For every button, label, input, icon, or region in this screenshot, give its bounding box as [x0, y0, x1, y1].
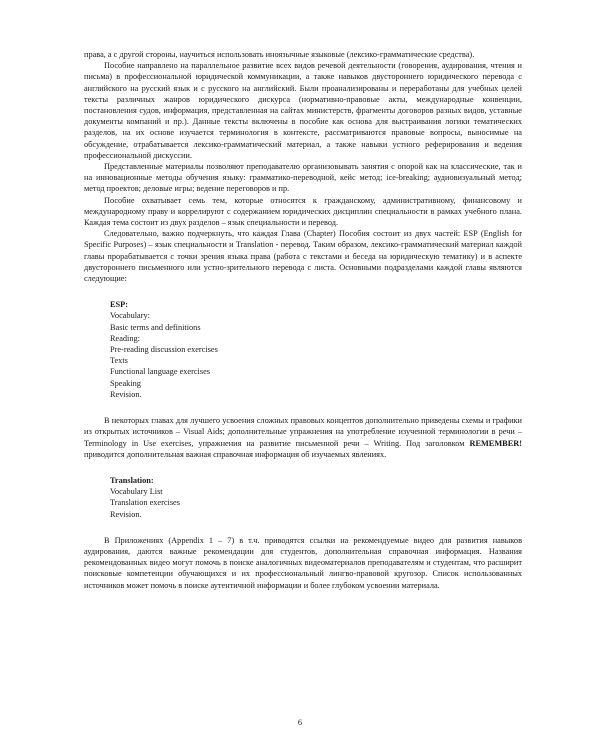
esp-section — [110, 299, 522, 400]
list-item: Revision. — [110, 509, 142, 519]
paragraph-method: Пособие направлено на параллельное развитие всех видов речевой деятельности (говорения, аудирования, чтения и письма) в профессиональной юридической коммуникации, а также навыков двустороннего юридического перевода с английского на русский язык и с русского на английский. Были проанализированы и переработаны для учебных целей тексты различных жанров юридического дискурса (нормативно-правовые акты, международные конвенции, постановления судов, информация, представленная на сайтах министерств, фрагменты договоров разных видов, уставные документы компаний и пр.). Данные тексты включены в пособие как основа для выстраивания логики тематических разделов, на их основе изучается терминология в контексте, рассматриваются правовые вопросы, выносимые на обсуждение, отрабатывается лексико-грамматический материал, а также навыки устного реферирования и ведения профессиональной дискуссии. — [84, 61, 522, 160]
list-item: Functional language exercises — [110, 367, 210, 377]
paragraph-visual-aids — [84, 415, 522, 460]
visual-aids-text-end: приводится дополнительная важная справочная информация об изучаемых явлениях. — [84, 449, 387, 459]
document-page — [84, 49, 522, 591]
list-item: Vocabulary List — [110, 487, 163, 497]
esp-list — [110, 310, 522, 400]
list-item: Translation exercises — [110, 498, 180, 508]
translation-title: Translation: — [110, 475, 154, 485]
page-number: 6 — [297, 718, 303, 727]
translation-section — [110, 475, 522, 520]
visual-aids-text-start: В некоторых главах для лучшего усвоения сложных правовых концептов дополнительно приведены схемы и графики из открытых источников – Visual Aids; дополнительные упражнения на употребление изученной терминологии в речи – Terminology in Use exercises, упражнения на развитие письменной речи – Writing. Под заголовком — [84, 416, 522, 448]
paragraph-structure: Следовательно, важно подчеркнуть, что каждая Глава (Chapter) Пособия состоит из двух частей: ESP (English for Specific Purposes) – язык специальности и Translation - перевод. Таким образом, лексико-грамматический материал каждой главы прорабатывается с точки зрения языка права (работа с текстами и беседа на юридическую тематику) и в аспекте двустороннего письменного или устно-зрительного перевода с листа. Основными подразделами каждой главы являются следующие: — [84, 229, 522, 284]
translation-list — [110, 486, 522, 520]
list-item: Vocabulary: — [110, 311, 150, 321]
list-item: Reading: — [110, 333, 140, 343]
list-item: Revision. — [110, 389, 142, 399]
paragraph-intro: права, а с другой стороны, научиться использовать иноязычные языковые (лексико-грамматические средства). — [84, 50, 475, 59]
esp-title: ESP: — [110, 300, 128, 310]
list-item: Pre-reading discussion exercises — [110, 345, 218, 355]
paragraph-themes: Пособие охватывает семь тем, которые относятся к гражданскому, административному, финансовому и международному праву и коррелируют с содержанием юридических дисциплин специальности в рамках учебного плана. Каждая тема состоит из двух разделов – язык специальности и перевод. — [84, 195, 522, 228]
list-item: Basic terms and definitions — [110, 322, 201, 332]
list-item: Speaking — [110, 378, 141, 388]
paragraph-materials: Представленные материалы позволяют преподавателю организовывать занятия с опорой как на классические, так и на инновационные методы обучения языку: грамматико-переводной, кейс метод; ice-breaking; аудиовизуальный метод; метод проектов; деловые игры; ведение переговоров и пр. — [84, 162, 522, 194]
paragraph-appendix: В Приложениях (Appendix 1 – 7) в т.ч. приводятся ссылки на рекомендуемые видео для развития навыков аудирования, даются важные рекомендации для студентов, дополнительная справочная информация. Названия рекомендованных видео могут помочь в поиске аналогичных видеоматериалов преподавателям и студентам, что расширит поисковые компетенции обучающихся и их профессиональный лингво-правовой кругозор. Список использованных источников может помочь в поиске аутентичной информации и более глубоком усвоении материала. — [84, 535, 522, 590]
remember-label: REMEMBER! — [469, 438, 522, 448]
list-item: Texts — [110, 356, 128, 366]
